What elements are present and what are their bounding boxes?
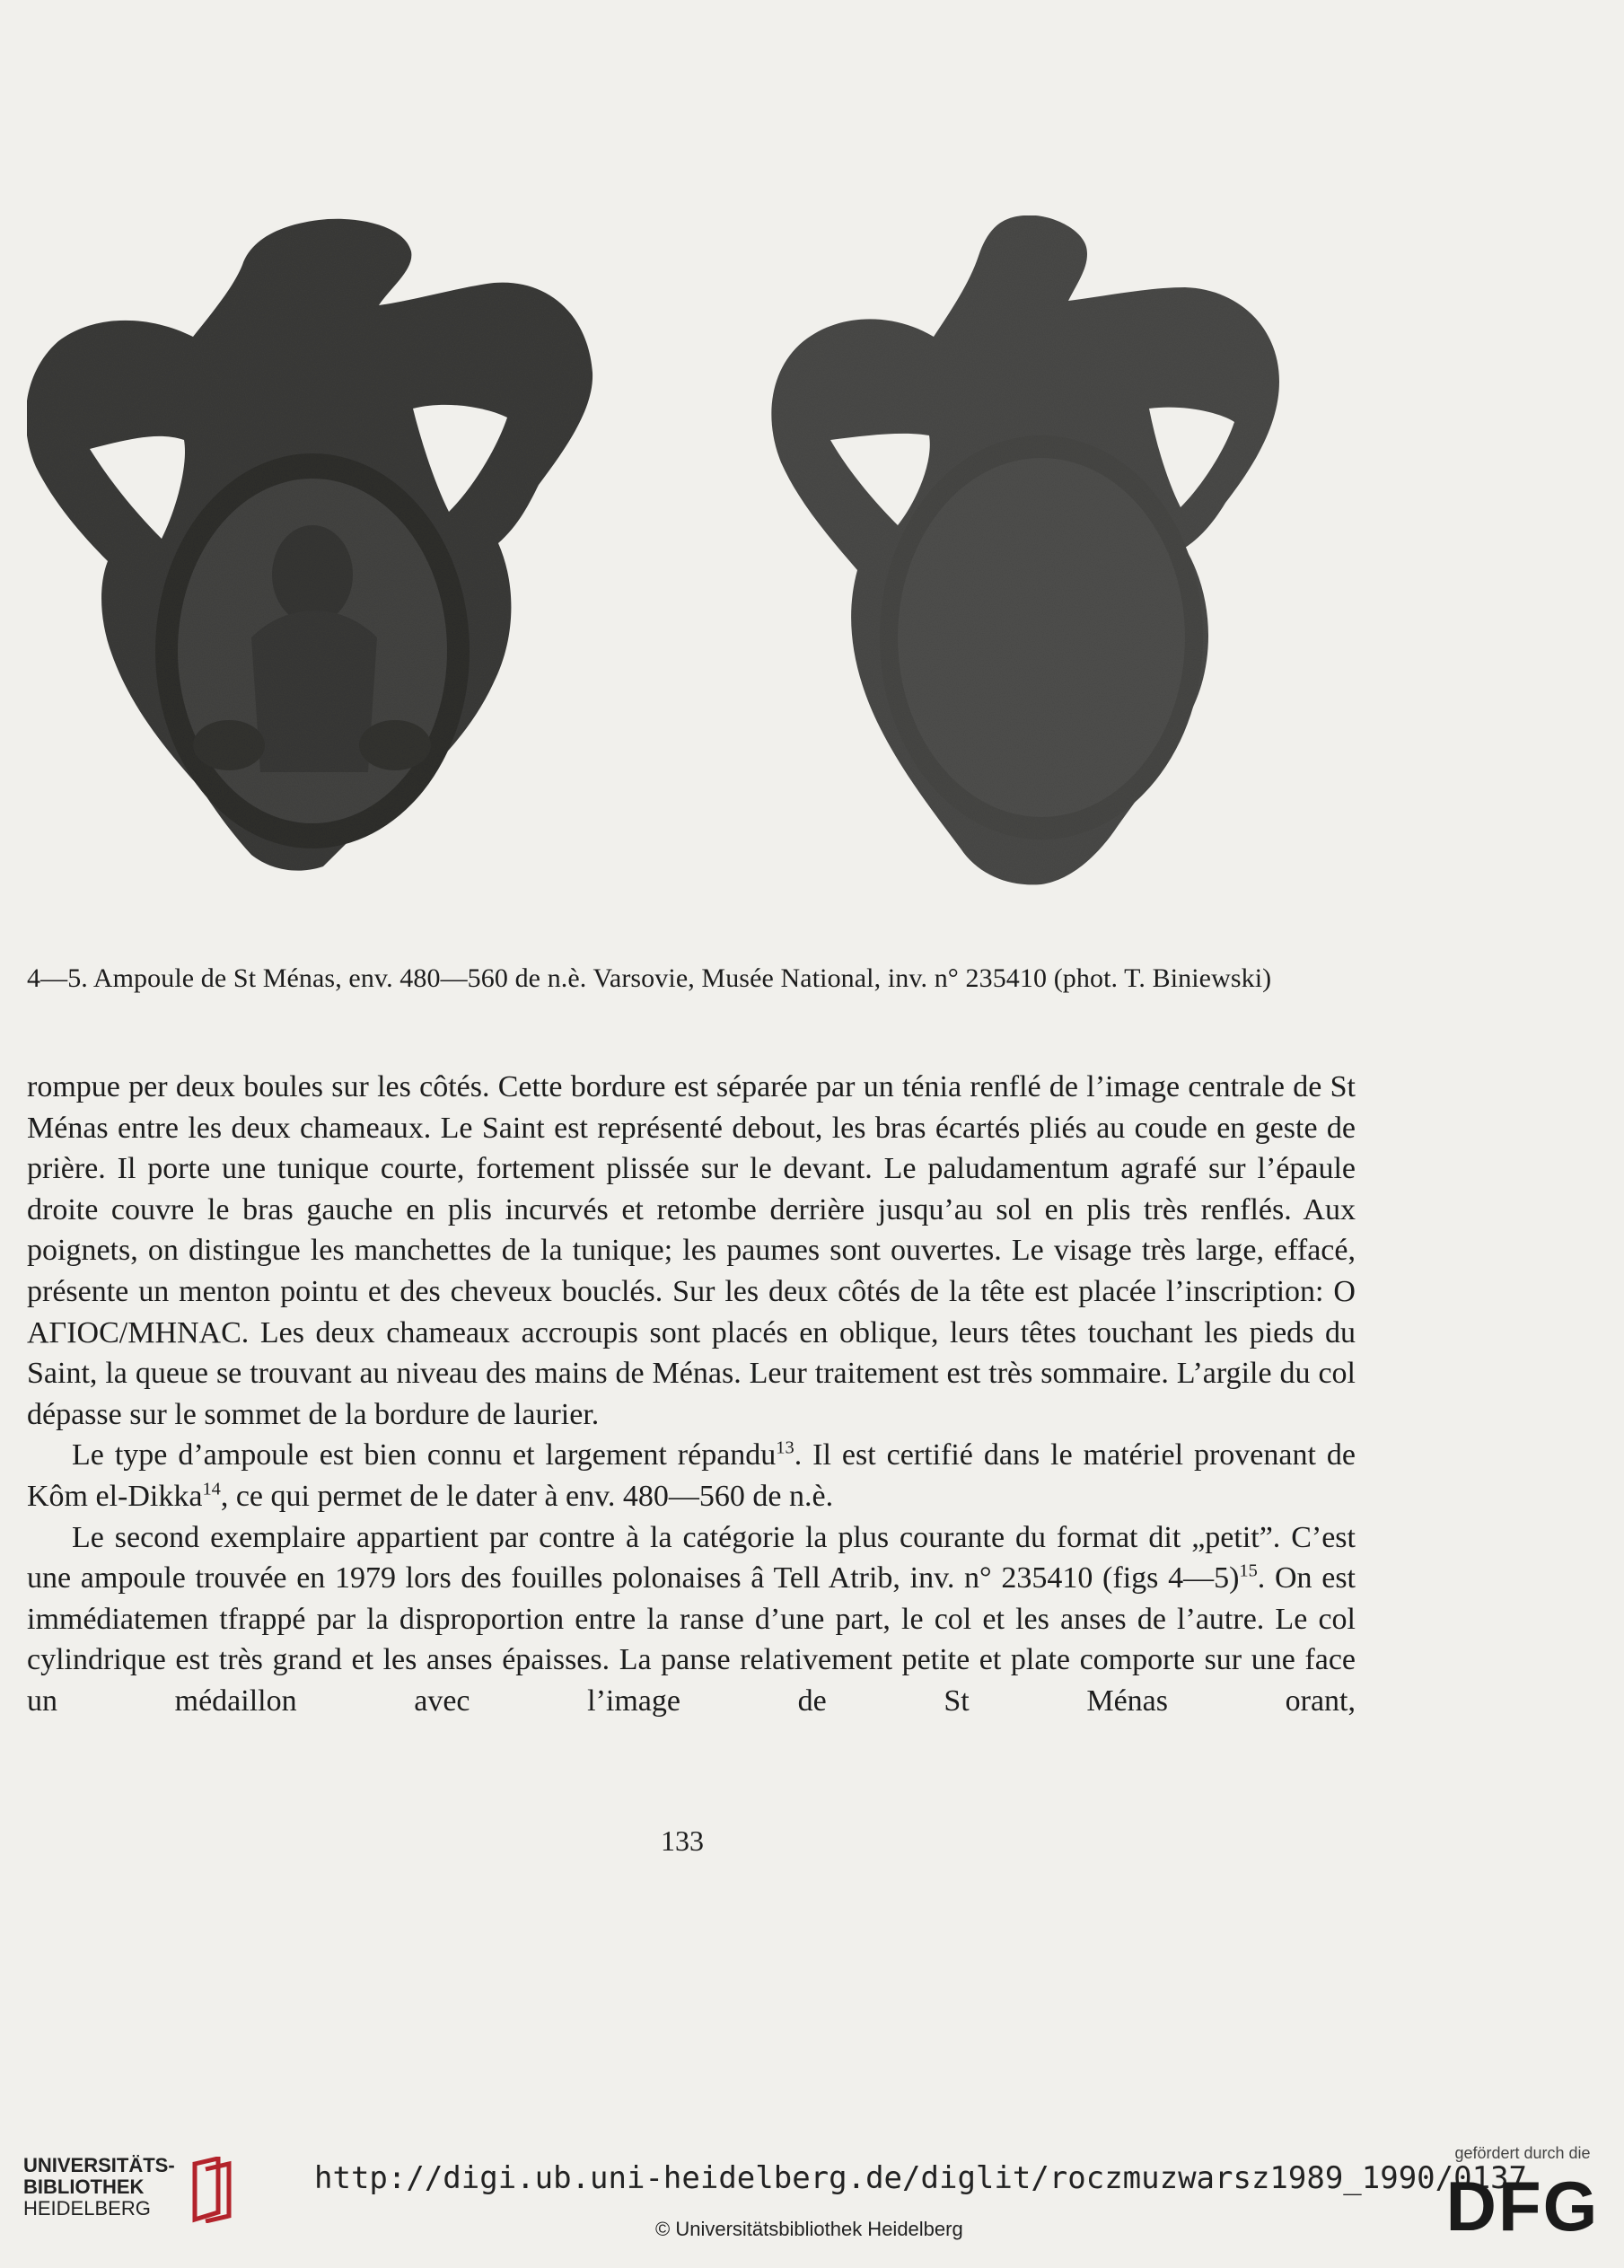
- paragraph-3-text-a: Le second exemplaire appartient par contre à la catégorie la plus courante du format dit „petit”. C’est une ampoule trouvée en 1979 lors des fouilles polonaises â Tell Atrib, inv. n° 235410 (figs 4—5): [27, 1520, 1356, 1596]
- ampoule-photograph: [27, 215, 1374, 943]
- paragraph-3: [27, 1517, 1356, 1722]
- ub-logo-text: [23, 2155, 175, 2220]
- document-url-link[interactable]: http://digi.ub.uni-heidelberg.de/diglit/roczmuzwarsz1989_1990/0137: [314, 2160, 1528, 2196]
- ub-heidelberg-logo[interactable]: [23, 2155, 236, 2223]
- paragraph-2-text-c: , ce qui permet de le dater à env. 480—560 de n.è.: [220, 1479, 834, 1513]
- paragraph-3-text-b: . On est immédiatemen tfrappé par la disproportion entre la ranse d’une part, le col et les anses de l’autre. Le col cylindrique est très grand et les anses épaisses. La panse relativement petite et plate comporte sur une face un médaillon avec l’image de St Ménas orant,: [27, 1561, 1356, 1718]
- footnote-ref-14: 14: [202, 1479, 221, 1499]
- ub-emblem-icon: [182, 2157, 236, 2223]
- ampoule-back: [771, 215, 1279, 884]
- paragraph-1: rompue per deux boules sur les côtés. Cette bordure est séparée par un ténia renflé de l’image centrale de St Ménas entre les deux chameaux. Le Saint est représenté debout, les bras écartés pliés au coude en geste de prière. Il porte une tunique courte, fortement plissée sur le devant. Le paludamentum agrafé sur l’épaule droite couvre le bras gauche en plis incurvés et retombe derrière jusqu’au sol en plis très renflés. Aux poignets, on distingue les manchettes de la tunique; les paumes sont ouvertes. Le visage très large, effacé, présente un menton pointu et des cheveux bouclés. Sur les deux côtés de la tête est placée l’inscription: Ο ΑΓΙΟC/ΜΗΝΑC. Les deux chameaux accroupis sont placés en oblique, leurs têtes touchant les pieds du Saint, la queue se trouvant au niveau des mains de Ménas. Leur traitement est très sommaire. L’argile du col dépasse sur le sommet de la bordure de laurier.: [27, 1070, 1356, 1431]
- ub-logo-line-2: BIBLIOTHEK: [23, 2176, 145, 2198]
- ub-logo-line-3: HEIDELBERG: [23, 2197, 151, 2220]
- paragraph-2-text-a: Le type d’ampoule est bien connu et largement répandu: [72, 1438, 777, 1472]
- copyright-notice: © Universitätsbibliothek Heidelberg: [655, 2218, 963, 2240]
- dfg-funded-by-label: gefördert durch die: [1454, 2144, 1591, 2162]
- digitization-footer: [0, 2137, 1624, 2268]
- page-number: 133: [661, 1824, 704, 1857]
- footnote-ref-15: 15: [1239, 1560, 1258, 1581]
- paragraph-2: [27, 1435, 1356, 1516]
- footnote-ref-13: 13: [776, 1438, 794, 1459]
- dfg-logo: DFG: [1445, 2167, 1600, 2246]
- ampoule-front: [27, 219, 593, 871]
- dfg-funding[interactable]: [1442, 2144, 1603, 2244]
- figure-caption: 4—5. Ampoule de St Ménas, env. 480—560 de n.è. Varsovie, Musée National, inv. n° 235410 (phot. T. Biniewski): [27, 963, 1272, 993]
- article-body: [27, 1067, 1356, 1722]
- ub-logo-line-1: UNIVERSITÄTS-: [23, 2154, 175, 2176]
- paragraph-2-text-b: . Il est certifié dans le matériel provenant de Kôm el-Dikka: [27, 1438, 1356, 1513]
